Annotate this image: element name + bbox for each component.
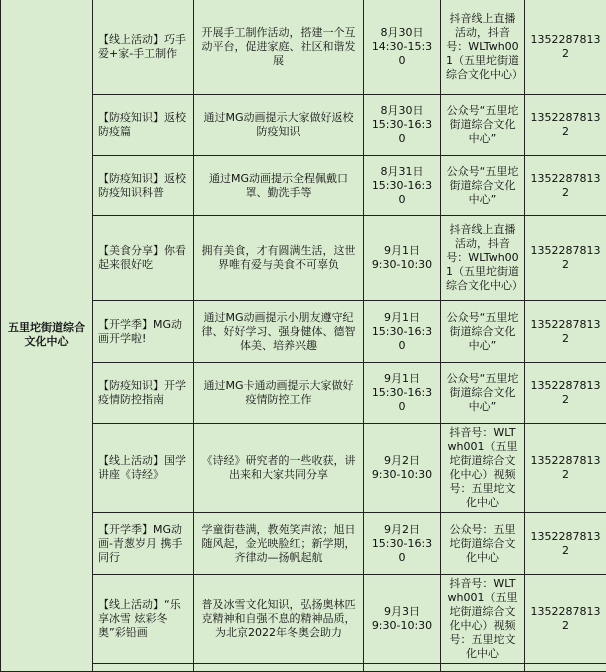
datetime-cell (364, 156, 441, 216)
time-text: 15:30-16:30 (369, 179, 435, 207)
datetime-cell (364, 424, 441, 513)
activity-cell: 【开学季】MG动画开学啦! (93, 301, 194, 363)
table-row (1, 0, 606, 95)
date-text: 8月31日 (369, 165, 435, 179)
date-text: 9月2日 (369, 523, 435, 537)
description-cell: 通过MG动画提示全程佩戴口罩、勤洗手等 (194, 156, 364, 216)
platform-cell: 抖音号：WLTwh001（五里坨街道综合文化中心）视频号：五里坨文化中心 (441, 575, 525, 664)
phone-cell: 13522878132 (525, 156, 606, 216)
activity-cell: 【美食分享】你看起来很好吃 (93, 216, 194, 301)
phone-cell: 13522878132 (525, 95, 606, 156)
empty-cell (441, 664, 525, 672)
activity-cell: 【线上活动】国学讲座《诗经》 (93, 424, 194, 513)
platform-cell: 公众号“五里坨街道综合文化中心” (441, 156, 525, 216)
activity-cell: 【线上活动】“乐享冰雪 炫彩冬奥”彩铅画 (93, 575, 194, 664)
date-text: 9月1日 (369, 372, 435, 386)
activity-cell: 【防疫知识】返校防疫篇 (93, 95, 194, 156)
phone-cell: 13522878132 (525, 513, 606, 575)
date-text: 9月1日 (369, 244, 435, 258)
description-cell: 学童街巷满，教苑笑声浓；旭日随风起，金光映脸红；新学期，齐律动—扬帆起航 (194, 513, 364, 575)
platform-cell: 公众号：五里坨街道综合文化中心 (441, 513, 525, 575)
datetime-cell (364, 216, 441, 301)
description-cell: 拥有美食，才有圆满生活，这世界唯有爱与美食不可辜负 (194, 216, 364, 301)
date-text: 9月2日 (369, 454, 435, 468)
empty-cell (364, 664, 441, 672)
phone-cell: 13522878132 (525, 575, 606, 664)
phone-cell: 13522878132 (525, 216, 606, 301)
date-text: 8月30日 (369, 26, 435, 40)
description-cell: 通过MG动画提示大家做好返校防疫知识 (194, 95, 364, 156)
datetime-cell (364, 301, 441, 363)
platform-cell: 公众号“五里坨街道综合文化中心” (441, 95, 525, 156)
phone-cell: 13522878132 (525, 424, 606, 513)
datetime-cell (364, 363, 441, 424)
time-text: 9:30-10:30 (369, 619, 435, 633)
date-text: 9月1日 (369, 311, 435, 325)
time-text: 14:30-15:30 (369, 40, 435, 68)
time-text: 15:30-16:30 (369, 386, 435, 414)
activity-cell: 【开学季】MG动画-青葱岁月 携手同行 (93, 513, 194, 575)
empty-cell (194, 664, 364, 672)
activity-cell: 【防疫知识】返校防疫知识科普 (93, 156, 194, 216)
empty-cell (93, 664, 194, 672)
platform-cell: 抖音号：WLTwh001（五里坨街道综合文化中心）视频号：五里坨文化中心 (441, 424, 525, 513)
datetime-cell (364, 95, 441, 156)
time-text: 15:30-16:30 (369, 537, 435, 565)
description-cell: 《诗经》研究者的一些收获，讲出来和大家共同分享 (194, 424, 364, 513)
platform-cell: 公众号“五里坨街道综合文化中心” (441, 301, 525, 363)
empty-cell (525, 664, 606, 672)
datetime-cell (364, 513, 441, 575)
phone-cell: 13522878132 (525, 301, 606, 363)
time-text: 9:30-10:30 (369, 468, 435, 482)
description-cell: 通过MG动画提示小朋友遵守纪律、好好学习、强身健体、德智体美、培养兴趣 (194, 301, 364, 363)
phone-cell: 13522878132 (525, 0, 606, 95)
date-text: 9月3日 (369, 605, 435, 619)
phone-cell: 13522878132 (525, 363, 606, 424)
activity-cell: 【防疫知识】开学疫情防控指南 (93, 363, 194, 424)
activity-cell: 【线上活动】巧手爱+家-手工制作 (93, 0, 194, 95)
platform-cell: 抖音线上直播活动，抖音号：WLTwh001（五里坨街道综合文化中心） (441, 216, 525, 301)
time-text: 15:30-16:30 (369, 118, 435, 146)
description-cell: 普及冰雪文化知识，弘扬奥林匹克精神和自强不息的精神品质，为北京2022年冬奥会助力 (194, 575, 364, 664)
time-text: 15:30-16:30 (369, 325, 435, 353)
datetime-cell (364, 0, 441, 95)
description-cell: 通过MG卡通动画提示大家做好疫情防控工作 (194, 363, 364, 424)
platform-cell: 抖音线上直播活动，抖音号：WLTwh001（五里坨街道综合文化中心） (441, 0, 525, 95)
datetime-cell (364, 575, 441, 664)
time-text: 9:30-10:30 (369, 258, 435, 272)
description-cell: 开展手工制作活动，搭建一个互动平台，促进家庭、社区和谐发展 (194, 0, 364, 95)
platform-cell: 公众号“五里坨街道综合文化中心” (441, 363, 525, 424)
date-text: 8月30日 (369, 104, 435, 118)
organizer-cell: 五里坨街道综合文化中心 (1, 0, 93, 672)
